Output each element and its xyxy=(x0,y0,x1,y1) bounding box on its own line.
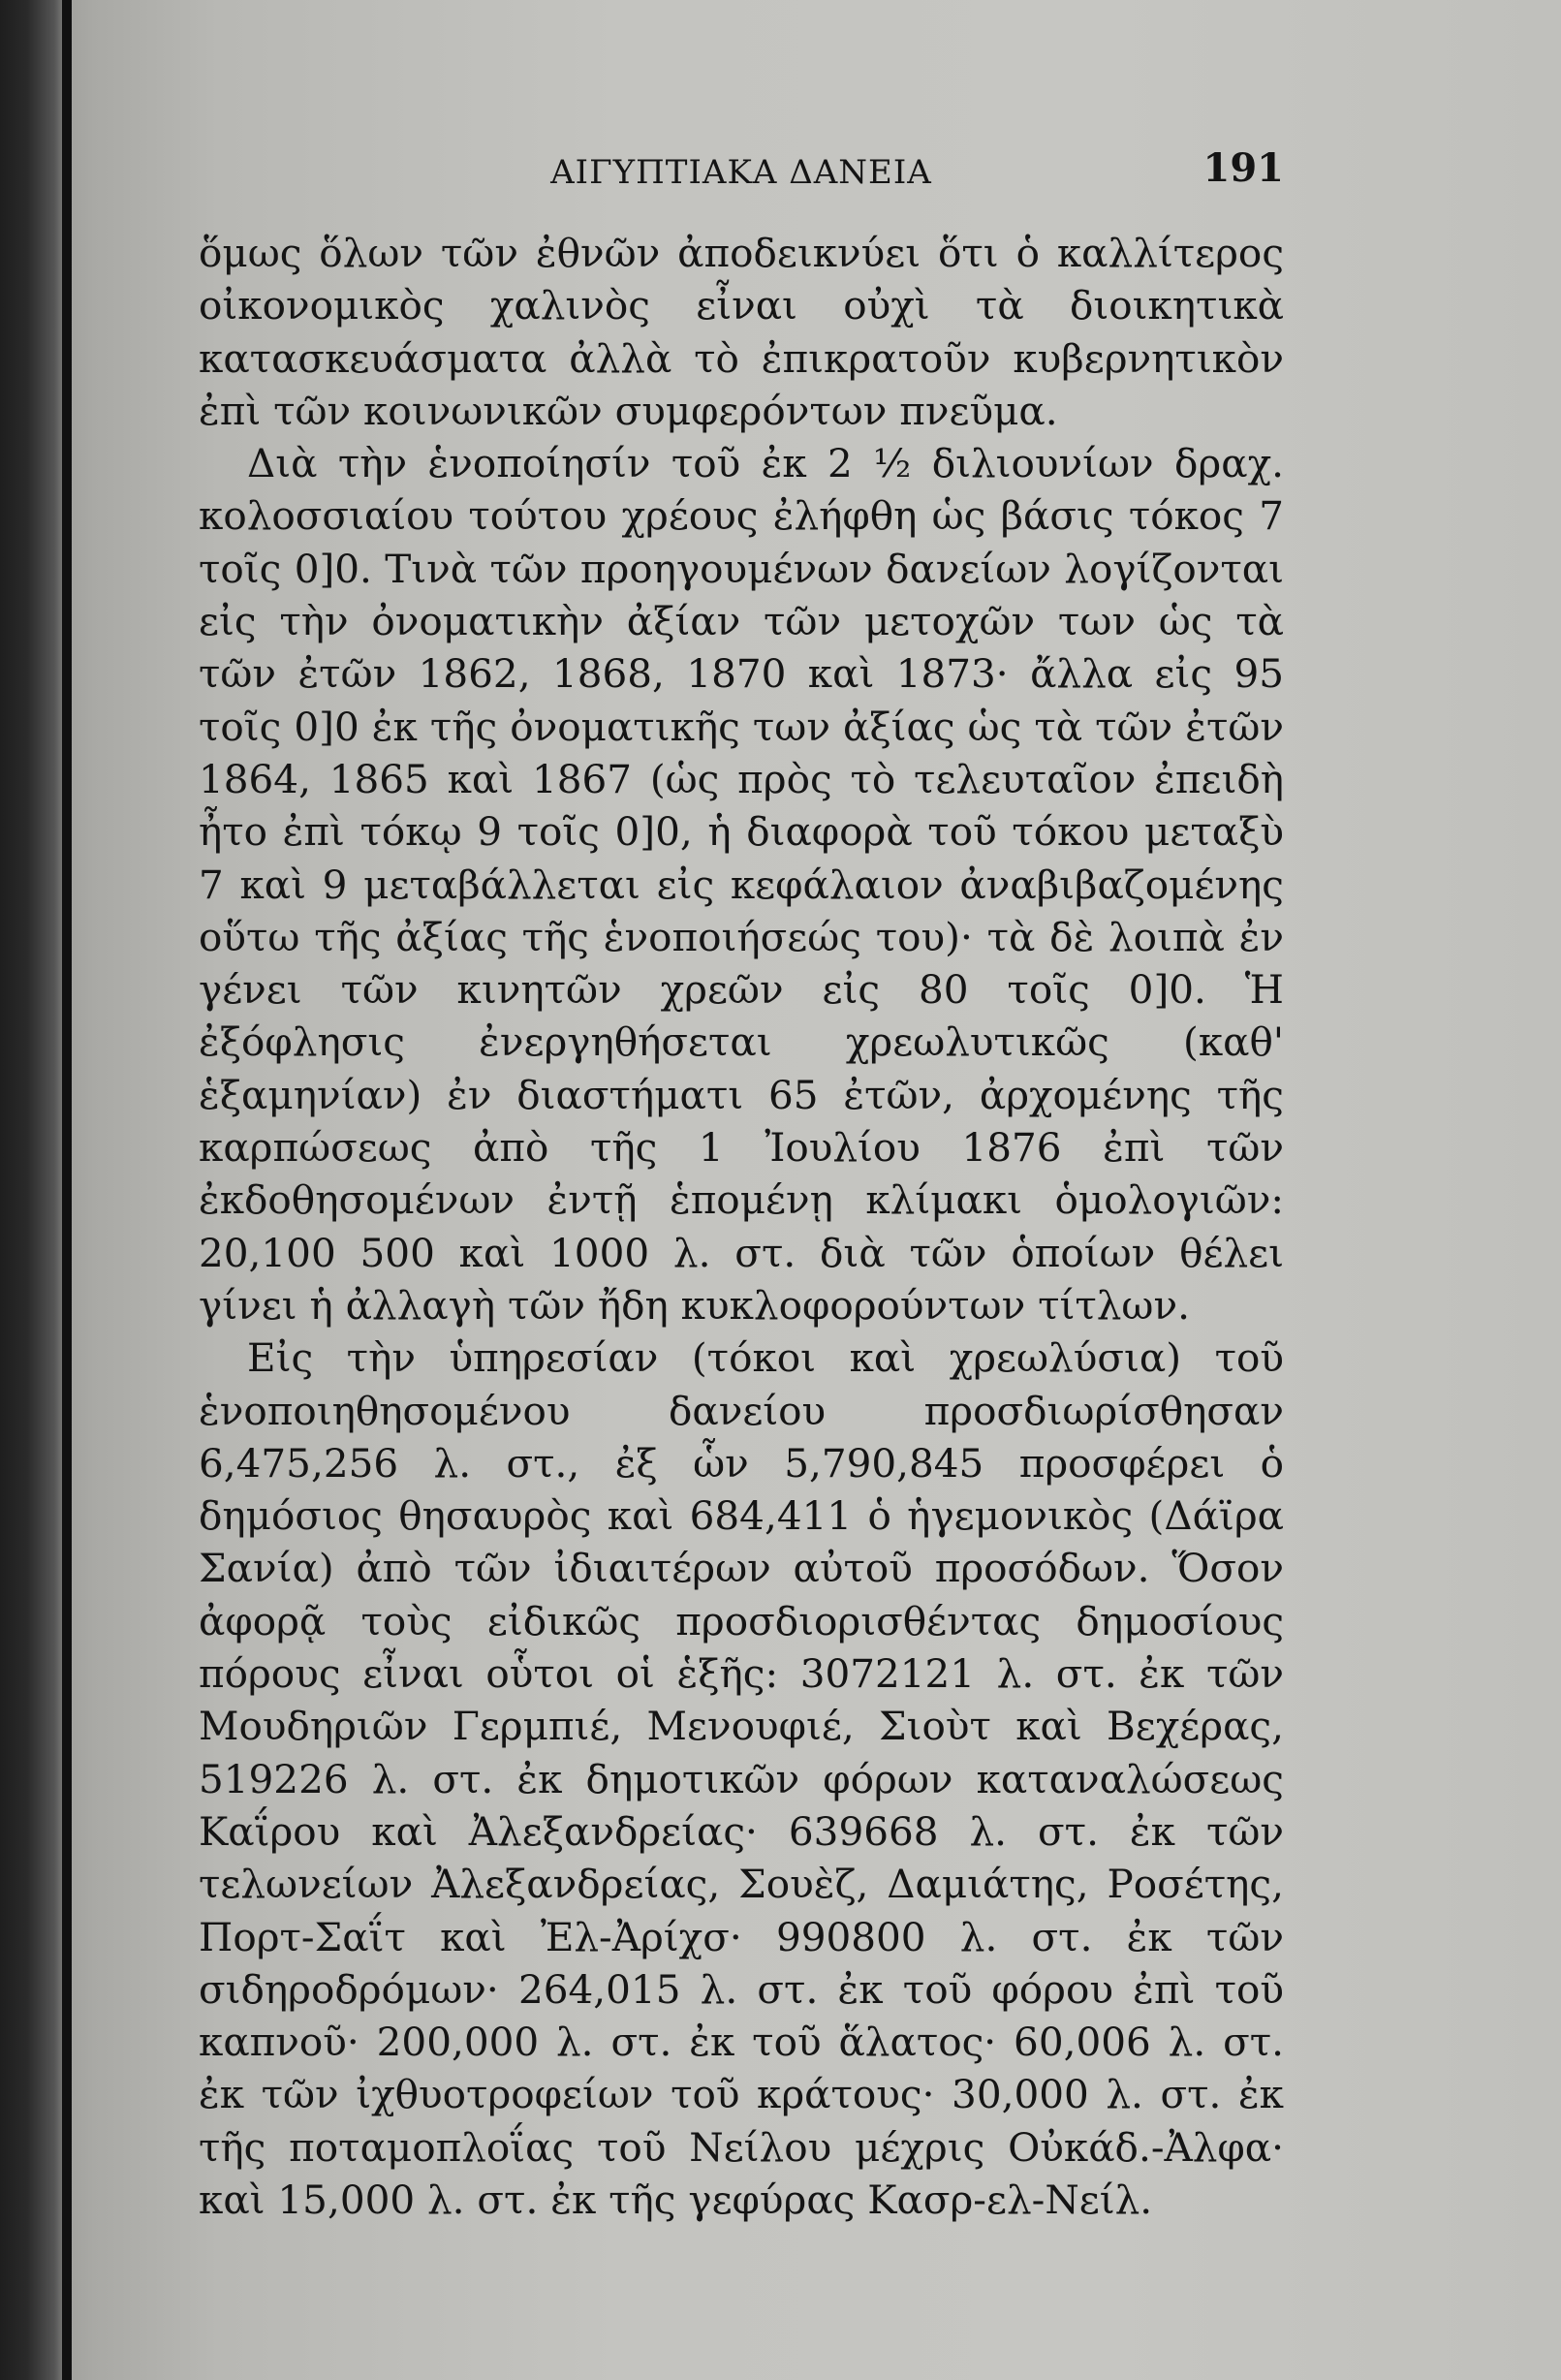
body-text xyxy=(199,227,1284,2226)
running-head: ΑΙΓΥΠΤΙΑΚΑ ΔΑΝΕΙΑ xyxy=(550,153,932,192)
book-gutter-shadow xyxy=(0,0,68,2380)
paragraph-3: Εἰς τὴν ὑπηρεσίαν (τόκοι καὶ χρεωλύσια) τοῦ ἑνοποιηθησομένου δανείου προσδιωρίσθησαν 6,475,256 λ. στ., ἐξ ὧν 5,790,845 προσφέρει ὁ δημόσιος θησαυρὸς καὶ 684,411 ὁ ἡγεμονικὸς (Δάϊρα Σανία) ἀπὸ τῶν ἰδιαιτέρων αὐτοῦ προσόδων. Ὅσον ἀφορᾷ τοὺς εἰδικῶς προσδιορισθέντας δημοσίους πόρους εἶναι οὗτοι οἱ ἑξῆς: 3072121 λ. στ. ἐκ τῶν Μουδηριῶν Γερμπιέ, Μενουφιέ, Σιοὺτ καὶ Βεχέρας, 519226 λ. στ. ἐκ δημοτικῶν φόρων καταναλώσεως Καΐρου καὶ Ἀλεξανδρείας· 639668 λ. στ. ἐκ τῶν τελωνείων Ἀλεξανδρείας, Σουὲζ, Δαμιάτης, Ροσέτης, Πορτ-Σαΐτ καὶ Ἐλ-Ἀρίχσ· 990800 λ. στ. ἐκ τῶν σιδηροδρόμων· 264,015 λ. στ. ἐκ τοῦ φόρου ἐπὶ τοῦ καπνοῦ· 200,000 λ. στ. ἐκ τοῦ ἅλατος· 60,006 λ. στ. ἐκ τῶν ἰχθυοτροφείων τοῦ κράτους· 30,000 λ. στ. ἐκ τῆς ποταμοπλοΐας τοῦ Νείλου μέχρις Οὐκάδ.-Ἀλφα· καὶ 15,000 λ. στ. ἐκ τῆς γεφύρας Κασρ-ελ-Νείλ. xyxy=(199,1334,1284,2223)
page-header xyxy=(199,145,1284,200)
page-number: 191 xyxy=(1202,145,1284,191)
book-spine-edge xyxy=(62,0,72,2380)
paragraph-1: ὅμως ὅλων τῶν ἐθνῶν ἀποδεικνύει ὅτι ὁ καλλίτερος οἰκονομικὸς χαλινὸς εἶναι οὐχὶ τὰ διοικητικὰ κατασκευάσματα ἀλλὰ τὸ ἐπικρατοῦν κυβερνητικὸν ἐπὶ τῶν κοινωνικῶν συμφερόντων πνεῦμα. xyxy=(199,230,1284,434)
book-page xyxy=(199,145,1284,2226)
paragraph-2: Διὰ τὴν ἑνοποίησίν τοῦ ἐκ 2 ½ διλιουνίων δραχ. κολοσσιαίου τούτου χρέους ἐλήφθη ὡς βάσις τόκος 7 τοῖς 0]0. Τινὰ τῶν προηγουμένων δανείων λογίζονται εἰς τὴν ὀνοματικὴν ἀξίαν τῶν μετοχῶν των ὡς τὰ τῶν ἐτῶν 1862, 1868, 1870 καὶ 1873· ἄλλα εἰς 95 τοῖς 0]0 ἐκ τῆς ὀνοματικῆς των ἀξίας ὡς τὰ τῶν ἐτῶν 1864, 1865 καὶ 1867 (ὡς πρὸς τὸ τελευταῖον ἐπειδὴ ἦτο ἐπὶ τόκῳ 9 τοῖς 0]0, ἡ διαφορὰ τοῦ τόκου μεταξὺ 7 καὶ 9 μεταβάλλεται εἰς κεφάλαιον ἀναβιβαζομένης οὕτω τῆς ἀξίας τῆς ἑνοποιήσεώς του)· τὰ δὲ λοιπὰ ἐν γένει τῶν κινητῶν χρεῶν εἰς 80 τοῖς 0]0. Ἡ ἐξόφλησις ἐνεργηθήσεται χρεωλυτικῶς (καθ' ἑξαμηνίαν) ἐν διαστήματι 65 ἐτῶν, ἀρχομένης τῆς καρπώσεως ἀπὸ τῆς 1 Ἰουλίου 1876 ἐπὶ τῶν ἐκδοθησομένων ἐντῇ ἑπομένῃ κλίμακι ὁμολογιῶν: 20,100 500 καὶ 1000 λ. στ. διὰ τῶν ὁποίων θέλει γίνει ἡ ἀλλαγὴ τῶν ἤδη κυκλοφορούντων τίτλων. xyxy=(199,440,1284,1329)
